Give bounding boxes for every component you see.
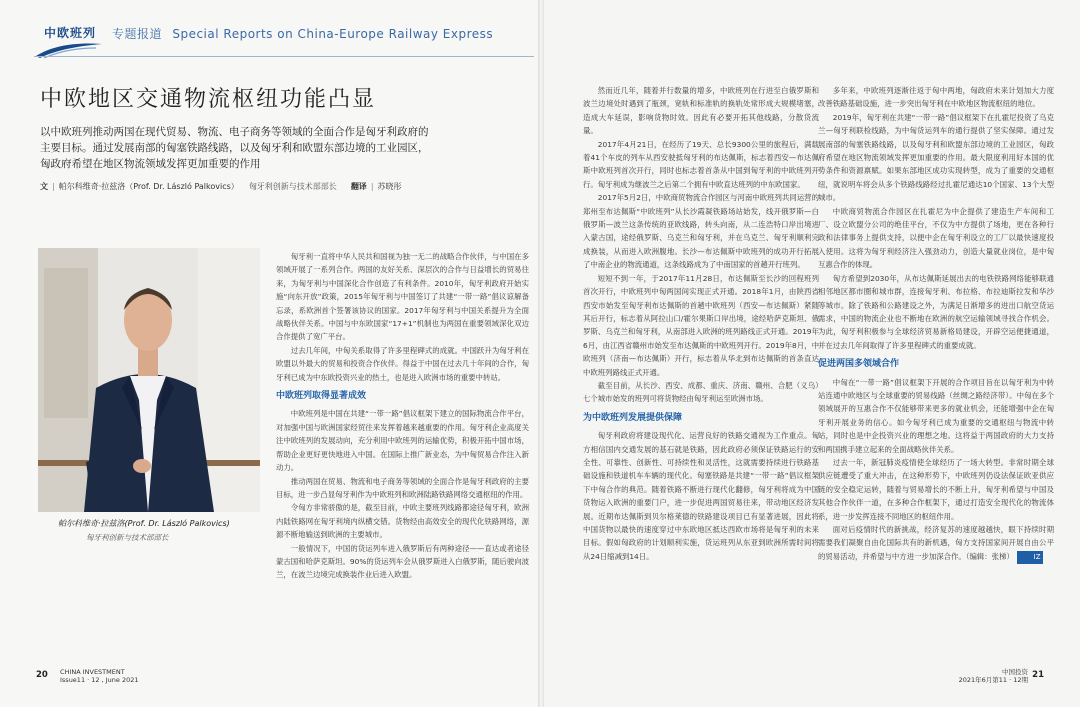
body-paragraph: 中欧商贸物流合作园区在扎霍尼为中企提供了建造生产车间和工厂、设立欧盟分公司的绝佳平台，不仅为中方提供了场地，更在各种行政和法律事务上提供支持，以便中企在匈牙利设立的工厂以最快速度投入使用。这将为匈牙利经济注入强劲动力，创造大量就业岗位，是中匈互惠合作的体现。 <box>818 206 1054 270</box>
body-paragraph: 短短不到一年，于2017年11月28日，布达佩斯至长沙的回程班列首次开行，中欧班列中匈两国间实现正式开通。2018年1月，由陕西省西安市始发至匈牙利布达佩斯的首趟中欧班列（西安—布达佩斯）紧随其后开行，标志着从阿拉山口/霍尔果斯口岸出境，途经哈萨克斯坦、俄罗斯、乌克兰和匈牙利，从南部进入欧洲的班列路线正式开通。2019年6月，由江西省赣州市始发至布达佩斯的中欧班列开行。2019年8月，中欧班列（济南—布达佩斯）开行，标志着从华北到布达佩斯的首条直达中欧班列路线正式开通。 <box>583 273 819 377</box>
body-paragraph: 中匈在“一带一路”倡议框架下开展的合作项目旨在以匈牙利为中转站连通中欧地区与全球重要的贸易线路（丝绸之路经济带）。中匈在多个领域展开的互惠合作不仅能够带来更多的就业机会，还能增强中企在匈牙利开展业务的信心。如今匈牙利已成为重要的交通枢纽与物流中转站，同时也是中企投资兴业的理想之地。这将益于两国政府的大力支持和两国携手建立起来的全面战略伙伴关系。 <box>818 377 1054 454</box>
body-paragraph: 匈牙利政府将建设现代化、运营良好的铁路交通视为工作重点。匈方相信国内交通发展的基石就是铁路，因此政府必须保证铁路运行的安全性、可靠性、创新性、可持续性和灵活性，这就需要持续进行铁路基础设施和铁道机车车辆的现代化。匈塞铁路是共建“一带一路”倡议框架下中匈合作的典范。随着铁路不断进行现代化翻修，匈牙利将成为中国货物运入欧洲的重要门户，进一步促进两国贸易往来，带动地区经济发展。近期布达佩斯到贝尔格莱德的铁路建设项目已有显著进展，因此将中国货物以最快的速度穿过中东欧地区抵达西欧市场将是匈牙利的未来目标。假如匈政府的计划顺利实施，货运班列从东亚到欧洲所需时间将从24日缩减到14日。 <box>583 431 819 561</box>
author-portrait-image <box>38 248 260 512</box>
byline-author-role: 匈牙利创新与技术部部长 <box>248 182 337 191</box>
section-title <box>112 25 493 42</box>
photo-caption-role: 匈牙利创新与技术部部长 <box>86 533 169 542</box>
body-paragraph: 过去几年间，中匈关系取得了许多里程碑式的成就。中国跃升为匈牙利在欧盟以外最大的贸易和投资合作伙伴。得益于中国在过去几十年间的合作，匈牙利已成为中东欧投资兴业的热土，也是进入欧洲市场的重要中转站。 <box>276 345 529 382</box>
article-lead: 以中欧班列推动两国在现代贸易、物流、电子商务等领域的全面合作是匈牙利政府的主要目标。通过发展南部的匈塞铁路线路，以及匈牙利和欧盟东部边境的工业园区，匈政府希望在地区物流领域发挥更加重要的作用 <box>40 126 429 170</box>
body-paragraph: 匈牙利一直将中华人民共和国视为独一无二的战略合作伙伴，与中国在多领域开展了一系列合作。两国的友好关系、深层次的合作与日益增长的贸易往来，为匈牙利与中国深化合作创造了有利条件。2010年，匈牙利政府开始实施“向东开放”政策，2015年匈牙利与中国签订了共建“一带一路”倡议谅解备忘录，系欧洲首个签署该协议的国家。2017年匈牙利与中国关系提升为全面战略伙伴关系。中国与中东欧国家“17+1”机制也为两国在重要领域深化双边合作提供了宽广平台。 <box>276 252 529 342</box>
page-number-left: 20 <box>36 670 48 680</box>
body-paragraph: 截至目前，从长沙、西安、成都、重庆、济南、赣州、合肥（义乌）七个城市始发的班列可将货物经由匈牙利运至欧洲市场。 <box>583 380 819 404</box>
body-paragraph: 然而近几年，随着并行数量的增多，中欧班列在行进至白俄罗斯和波兰边境处时遇到了瓶颈，宽轨和标准轨的换轨处常形成大规模堵塞，造成大车延误，影响货物时效。因此有必要开拓其他线路，分散货流量。 <box>583 86 819 136</box>
body-paragraph: 一般情况下，中国的货运列车进入俄罗斯后有两种途径——直达或者途径蒙古国和哈萨克斯坦。90%的货运列车会从俄罗斯进入白俄罗斯，随后驶向波兰，在波兰边境完成换装作业后进入欧盟。 <box>276 543 529 580</box>
page-gutter <box>538 0 544 707</box>
body-paragraph: 匈方希望到2030年，从布达佩斯延展出去的电铁铁路网络能够联通相邻地区都市圈和城市群，连接匈牙利、布拉格、布拉迪斯拉发和华沙等城市。除了铁路和公路建设之外，为满足日渐增多的进出口航空货运需求，中国的物流企业也不断地在欧洲的航空运输领域寻找合作机会。为此，匈牙利积极参与全球经济贸易新格局建设，开辟空运便捷通道，并在过去几年间取得了许多里程碑式的重要成就。 <box>818 273 1054 350</box>
body-paragraph <box>818 523 1054 564</box>
byline-translator-label: 翻译 <box>350 182 367 191</box>
footer-magazine-en: CHINA INVESTMENT <box>60 668 125 676</box>
body-paragraph: 过去一年，新冠肺炎疫情使全球经历了一场大转型。非常时期全球供应链遭受了重大冲击，在这种形势下，中欧班列仍设法保证欧亚供应链的安全稳定运转，随着与贸易增长的不断上升，匈牙利希望与中国及其他合作伙伴一道，在多种合作框架下，通过打造安全现代化的物流体系，进一步发挥连接不同地区的枢纽作用。 <box>818 457 1054 521</box>
footer-issue-en: Issue11 · 12 , June 2021 <box>60 676 139 684</box>
article-byline: 文 | 帕尔科维奇·拉兹洛（Prof. Dr. László Palkovics） 匈牙利创新与技术部部长 翻译 | 苏晓彤 <box>40 182 402 191</box>
photo-caption-name: 帕尔科维奇·拉兹洛(Prof. Dr. László Palkovics) <box>58 519 230 528</box>
body-paragraph: 推动两国在贸易、物流和电子商务等领域的全面合作是匈牙利政府的主要目标，进一步凸显匈牙利作为中欧班列和欧洲陆路铁路网络交通枢纽的作用。 <box>276 476 529 499</box>
byline-author: 帕尔科维奇·拉兹洛（Prof. Dr. László Palkovics） <box>58 182 239 191</box>
article-headline: 中欧地区交通物流枢纽功能凸显 <box>40 87 377 112</box>
byline-translator: 苏晓彤 <box>377 182 402 191</box>
section-title-cn: 专题报道 <box>112 27 163 41</box>
closing-paragraph-text: 面对后疫情时代的新挑战，经济复苏的速度越越快，眼下持续时期需要我们凝聚自由化国际共有的新机遇，匈方支持国家间开展自由公平的贸易活动，并希望与中方进一步加深合作。（编辑：张梯） <box>818 525 1054 561</box>
body-paragraph: 2019年，匈牙利在共建“一带一路”倡议框架下在扎霍尼投资了乌克兰—匈牙利联检线路，为中匈货运列车的通行提供了坚实保障。通过发展南部的匈塞铁路线路，以及匈牙利和欧盟东部边境的工业园区，匈政府希望在地区物流领域发挥更加重要的作用。最大限度利用好本国的优势条件和资源禀赋。如果东部地区成功实现转型，成为了重要的交通枢纽，就说明车将会从多个铁路线路经过扎霍尼通达10个国家、13个大型城市。 <box>818 112 1054 203</box>
section-subheading: 促进两国多领域合作 <box>818 359 900 370</box>
section-subheading: 中欧班列取得显著成效 <box>276 391 367 402</box>
section-label: 中欧班列 <box>44 26 97 40</box>
author-photo <box>38 248 260 512</box>
footer-magazine-cn: 中国投资 <box>1002 668 1028 676</box>
body-paragraph: 2017年4月21日，在经历了19天、总长9300公里的旅程后，满载着41个车皮的列车从西安驶抵匈牙利的布达佩斯，标志着西安—布达佩斯中欧班列首次开行，同时也标志着首条从中国到匈牙利的中欧班列开行。匈牙利成为继波兰之后第二个拥有中欧直达班列的中东欧国家。 <box>583 139 819 189</box>
footer-left <box>60 668 139 684</box>
body-paragraph: 中欧班列是中国在共建“一带一路”倡议框架下建立的国际物流合作平台，对加强中国与欧洲国家经贸往来发挥着越来越重要的作用。匈牙利企业高度关注中欧班列的发展动向，充分利用中欧班列的运输优势，积极开拓中国市场，帮助企业更好更快地进入中国。在国际上推广新业态，为中匈贸易合作注入新动力。 <box>276 409 529 473</box>
page-number-right: 21 <box>1032 670 1044 680</box>
section-title-en: Special Reports on China-Europe Railway Express <box>172 27 494 41</box>
body-paragraph: 2017年5月2日，中欧商贸物流合作园区与河南中欧班列共同运营的郑州至布达佩斯“中欧班列”从长沙霞凝铁路场站始发，线开俄罗斯—白俄罗斯—波兰这条传统的亚欧线路，转头向南，从二连浩特口岸出境进入蒙古国，途经俄罗斯、乌克兰和匈牙利，并在乌克兰、匈牙利顺利完成换装，从而进入欧洲腹地。长沙—布达佩斯中欧班列的成功开行拓展了中南企业的物流通道，这条线路成为了中南国家的首趟开行班列。 <box>583 193 819 270</box>
body-column-1 <box>276 250 529 582</box>
body-column-3 <box>818 84 1054 564</box>
footer-issue-cn: 2021年6月第11 · 12期 <box>958 676 1028 684</box>
end-mark-icon: IZ <box>1017 551 1043 564</box>
section-subheading: 为中欧班列发展提供保障 <box>583 412 683 423</box>
body-paragraph: 多年来，中欧班列逐渐往返于匈中两地，匈政府未来计划加大力度改善铁路基础设施，进一步突出匈牙利在中欧地区物流枢纽的地位。 <box>818 86 1054 109</box>
header-divider <box>34 56 534 57</box>
body-column-2 <box>583 84 819 563</box>
footer-right <box>959 668 1028 684</box>
body-paragraph: 令匈方非常骄傲的是，截至目前，中欧主要班列线路都途径匈牙利，欧洲内陆铁路网在匈牙利境内纵横交错。货物经由高效安全的现代化铁路网络，源源不断地输送到欧洲的主要城市。 <box>276 503 529 540</box>
byline-label: 文 <box>40 182 48 191</box>
